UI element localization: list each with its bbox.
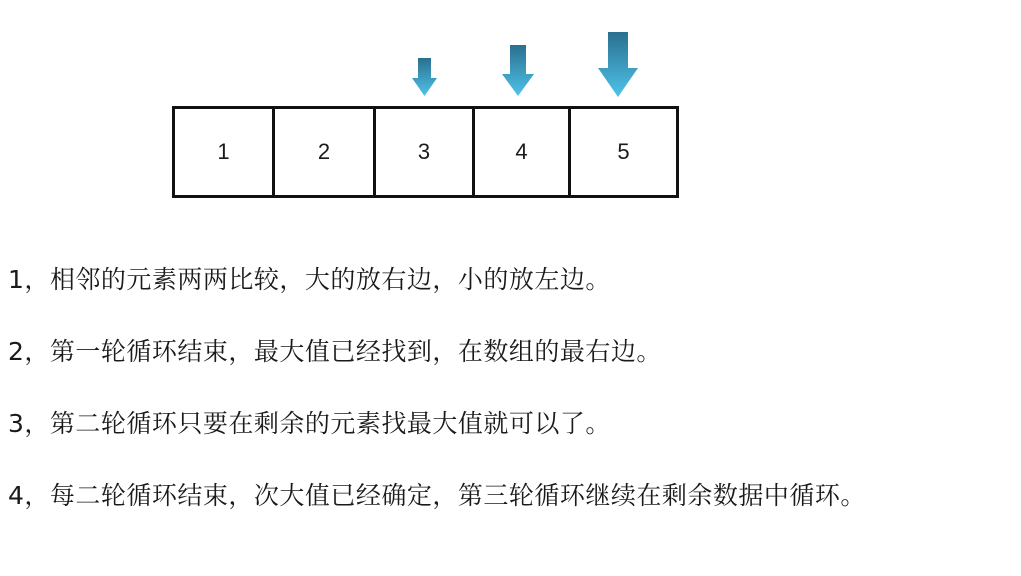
array-cell: 3 — [376, 109, 475, 195]
arrows-layer — [0, 0, 1021, 106]
step-text: 1，相邻的元素两两比较，大的放右边，小的放左边。 — [8, 265, 611, 294]
explanation-steps — [8, 262, 1013, 550]
down-arrow-icon — [502, 45, 534, 96]
array-boxes — [172, 106, 679, 198]
array-cell: 4 — [475, 109, 571, 195]
step-text: 4，每二轮循环结束，次大值已经确定，第三轮循环继续在剩余数据中循环。 — [8, 481, 866, 510]
array-cell: 2 — [275, 109, 376, 195]
down-arrow-icon — [598, 32, 638, 97]
array-cell: 5 — [617, 139, 630, 164]
step-text: 2，第一轮循环结束，最大值已经找到，在数组的最右边。 — [8, 337, 662, 366]
bubble-sort-diagram — [0, 0, 1021, 210]
down-arrow-icon — [412, 58, 437, 96]
step-text: 3，第二轮循环只要在剩余的元素找最大值就可以了。 — [8, 409, 611, 438]
array-cell: 1 — [175, 109, 275, 195]
